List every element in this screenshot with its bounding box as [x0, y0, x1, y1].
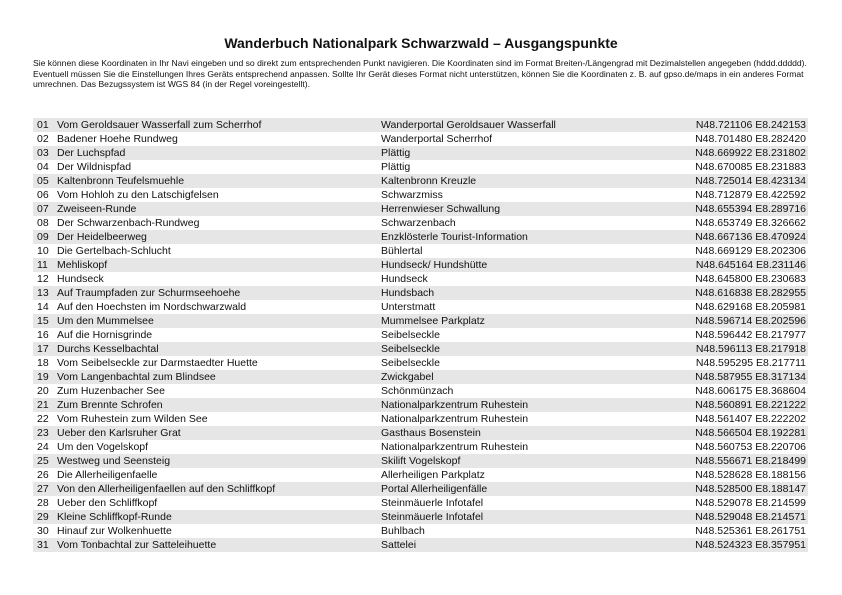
starting-point: Unterstmatt: [381, 301, 436, 313]
route-number: 22: [37, 413, 49, 425]
coordinates: N48.528500 E8.188147: [695, 483, 806, 495]
list-item: [33, 230, 808, 244]
route-name: Hinauf zur Wolkenhuette: [57, 525, 172, 537]
route-number: 06: [37, 189, 49, 201]
coordinates: N48.556671 E8.218499: [695, 455, 806, 467]
list-item: [33, 188, 808, 202]
coordinates: N48.629168 E8.205981: [695, 301, 806, 313]
coordinates: N48.667136 E8.470924: [695, 231, 806, 243]
list-item: [33, 510, 808, 524]
coordinates: N48.645800 E8.230683: [695, 273, 806, 285]
route-number: 21: [37, 399, 49, 411]
coordinates: N48.721106 E8.242153: [695, 119, 806, 131]
route-name: Vom Tonbachtal zur Satteleihuette: [57, 539, 217, 551]
coordinates: N48.528628 E8.188156: [695, 469, 806, 481]
coordinates: N48.669129 E8.202306: [695, 245, 806, 257]
route-number: 17: [37, 343, 49, 355]
coordinates: N48.616838 E8.282955: [695, 287, 806, 299]
route-number: 11: [37, 259, 48, 271]
coordinates: N48.529078 E8.214599: [695, 497, 806, 509]
route-number: 18: [37, 357, 49, 369]
list-item: [33, 202, 808, 216]
coordinates: N48.645164 E8.231146: [695, 259, 806, 271]
route-name: Mehliskopf: [57, 259, 108, 271]
starting-point: Schwarzmiss: [381, 189, 443, 201]
starting-point: Plättig: [381, 161, 411, 173]
list-item: [33, 286, 808, 300]
list-item: [33, 244, 808, 258]
route-name: Zum Brennte Schrofen: [57, 399, 163, 411]
starting-point: Herrenwieser Schwallung: [381, 203, 501, 215]
route-number: 15: [37, 315, 49, 327]
route-name: Der Schwarzenbach-Rundweg: [57, 217, 200, 229]
list-item: [33, 258, 808, 272]
coordinates: N48.596714 E8.202596: [695, 315, 806, 327]
route-number: 31: [37, 539, 49, 551]
coordinates: N48.670085 E8.231883: [695, 161, 806, 173]
route-name: Ueber den Karlsruher Grat: [57, 427, 181, 439]
list-item: [33, 118, 808, 132]
coordinates: N48.595295 E8.217711: [695, 357, 806, 369]
route-number: 26: [37, 469, 49, 481]
list-item: [33, 524, 808, 538]
route-name: Ueber den Schliffkopf: [57, 497, 158, 509]
starting-point: Allerheiligen Parkplatz: [381, 469, 485, 481]
coordinates: N48.655394 E8.289716: [695, 203, 806, 215]
route-name: Der Luchspfad: [57, 147, 126, 159]
coordinates: N48.587955 E8.317134: [695, 371, 806, 383]
starting-point: Hundseck: [381, 273, 428, 285]
list-item: [33, 496, 808, 510]
route-name: Auf den Hoechsten im Nordschwarzwald: [57, 301, 247, 313]
route-number: 01: [37, 119, 49, 131]
starting-point: Nationalparkzentrum Ruhestein: [381, 399, 529, 411]
page-title: Wanderbuch Nationalpark Schwarzwald – Ausgangspunkte: [224, 35, 618, 51]
list-item: [33, 300, 808, 314]
route-name: Zum Huzenbacher See: [57, 385, 165, 397]
route-name: Von den Allerheiligenfaellen auf den Schliffkopf: [57, 483, 276, 495]
starting-point: Nationalparkzentrum Ruhestein: [381, 413, 529, 425]
route-number: 08: [37, 217, 49, 229]
list-item: [33, 384, 808, 398]
intro-text: [33, 58, 808, 90]
route-name: Hundseck: [57, 273, 104, 285]
list-item: [33, 440, 808, 454]
starting-point: Zwickgabel: [381, 371, 434, 383]
list-item: [33, 160, 808, 174]
route-number: 25: [37, 455, 49, 467]
coordinates: N48.701480 E8.282420: [695, 133, 806, 145]
coordinates: N48.725014 E8.423134: [695, 175, 806, 187]
route-name: Vom Ruhestein zum Wilden See: [57, 413, 208, 425]
starting-point: Kaltenbronn Kreuzle: [381, 175, 477, 187]
coordinates: N48.596113 E8.217918: [695, 343, 806, 355]
route-number: 30: [37, 525, 49, 537]
route-number: 12: [37, 273, 49, 285]
route-name: Vom Langenbachtal zum Blindsee: [57, 371, 216, 383]
starting-point: Steinmäuerle Infotafel: [381, 511, 484, 523]
starting-point: Steinmäuerle Infotafel: [381, 497, 484, 509]
coordinates: N48.566504 E8.192281: [695, 427, 806, 439]
coordinates: N48.653749 E8.326662: [695, 217, 806, 229]
route-number: 14: [37, 301, 49, 313]
list-item: [33, 426, 808, 440]
starting-point: Enzklösterle Tourist-Information: [381, 231, 528, 243]
route-name: Der Wildnispfad: [57, 161, 132, 173]
list-item: [33, 272, 808, 286]
list-item: [33, 412, 808, 426]
route-name: Kleine Schliffkopf-Runde: [57, 511, 172, 523]
starting-point: Wanderportal Geroldsauer Wasserfall: [381, 119, 556, 131]
route-number: 04: [37, 161, 49, 173]
route-name: Kaltenbronn Teufelsmuehle: [57, 175, 185, 187]
starting-point: Gasthaus Bosenstein: [381, 427, 481, 439]
route-name: Auf die Hornisgrinde: [57, 329, 153, 341]
starting-points-list: [33, 118, 808, 552]
route-number: 23: [37, 427, 49, 439]
starting-point: Plättig: [381, 147, 411, 159]
list-item: [33, 314, 808, 328]
coordinates: N48.560891 E8.221222: [695, 399, 806, 411]
list-item: [33, 482, 808, 496]
starting-point: Buhlbach: [381, 525, 425, 537]
route-number: 19: [37, 371, 49, 383]
route-name: Um den Vogelskopf: [57, 441, 149, 453]
route-name: Westweg und Seensteig: [57, 455, 171, 467]
starting-point: Seibelseckle: [381, 343, 440, 355]
coordinates: N48.712879 E8.422592: [695, 189, 806, 201]
list-item: [33, 146, 808, 160]
coordinates: N48.560753 E8.220706: [695, 441, 806, 453]
intro-paragraph-2: Eventuell müssen Sie die Einstellungen Ihres Geräts entsprechend anpassen. Sollte Ihr Gerät dieses Format nicht unterstützen, können Sie die Koordinaten z. B. auf gpso.de/maps in ein anderes Format umrechnen. Das Bezugssystem ist WGS 84 (in der Regel voreingestellt).: [33, 68, 804, 89]
starting-point: Hundseck/ Hundshütte: [381, 259, 488, 271]
list-item: [33, 370, 808, 384]
route-name: Die Gertelbach-Schlucht: [57, 245, 171, 257]
list-item: [33, 398, 808, 412]
list-item: [33, 342, 808, 356]
starting-point: Bühlertal: [381, 245, 423, 257]
route-name: Auf Traumpfaden zur Schurmseehoehe: [57, 287, 241, 299]
route-number: 02: [37, 133, 49, 145]
route-number: 09: [37, 231, 49, 243]
list-item: [33, 356, 808, 370]
route-name: Der Heidelbeerweg: [57, 231, 147, 243]
starting-point: Seibelseckle: [381, 329, 440, 341]
starting-point: Skilift Vogelskopf: [381, 455, 461, 467]
list-item: [33, 216, 808, 230]
route-number: 28: [37, 497, 49, 509]
coordinates: N48.606175 E8.368604: [695, 385, 806, 397]
starting-point: Schwarzenbach: [381, 217, 456, 229]
route-name: Zweiseen-Runde: [57, 203, 137, 215]
route-name: Um den Mummelsee: [57, 315, 154, 327]
starting-point: Nationalparkzentrum Ruhestein: [381, 441, 529, 453]
route-name: Vom Seibelseckle zur Darmstaedter Huette: [57, 357, 258, 369]
list-item: [33, 538, 808, 552]
starting-point: Wanderportal Scherrhof: [381, 133, 493, 145]
route-number: 27: [37, 483, 49, 495]
coordinates: N48.561407 E8.222202: [695, 413, 806, 425]
route-number: 20: [37, 385, 49, 397]
list-item: [33, 328, 808, 342]
starting-point: Seibelseckle: [381, 357, 440, 369]
coordinates: N48.525361 E8.261751: [695, 525, 806, 537]
coordinates: N48.669922 E8.231802: [695, 147, 806, 159]
list-item: [33, 132, 808, 146]
starting-point: Schönmünzach: [381, 385, 454, 397]
list-item: [33, 174, 808, 188]
coordinates: N48.529048 E8.214571: [695, 511, 806, 523]
route-number: 16: [37, 329, 49, 341]
route-name: Vom Hohloh zu den Latschigfelsen: [57, 189, 219, 201]
starting-point: Portal Allerheiligenfälle: [381, 483, 488, 495]
intro-paragraph-1: Sie können diese Koordinaten in Ihr Navi eingeben und so direkt zum entsprechenden Punkt navigieren. Die Koordinaten sind im Format Breiten-/Längengrad mit Dezimalstellen angegeben (hddd.ddddd).: [33, 58, 807, 68]
starting-point: Sattelei: [381, 539, 417, 551]
route-number: 29: [37, 511, 49, 523]
route-number: 24: [37, 441, 49, 453]
route-number: 07: [37, 203, 49, 215]
route-name: Badener Hoehe Rundweg: [57, 133, 178, 145]
route-name: Die Allerheiligenfaelle: [57, 469, 158, 481]
coordinates: N48.596442 E8.217977: [695, 329, 806, 341]
route-number: 03: [37, 147, 49, 159]
list-item: [33, 454, 808, 468]
route-name: Vom Geroldsauer Wasserfall zum Scherrhof: [57, 119, 262, 131]
route-number: 10: [37, 245, 49, 257]
route-number: 13: [37, 287, 49, 299]
starting-point: Mummelsee Parkplatz: [381, 315, 485, 327]
route-number: 05: [37, 175, 49, 187]
coordinates: N48.524323 E8.357951: [695, 539, 806, 551]
list-item: [33, 468, 808, 482]
route-name: Durchs Kesselbachtal: [57, 343, 159, 355]
starting-point: Hundsbach: [381, 287, 435, 299]
